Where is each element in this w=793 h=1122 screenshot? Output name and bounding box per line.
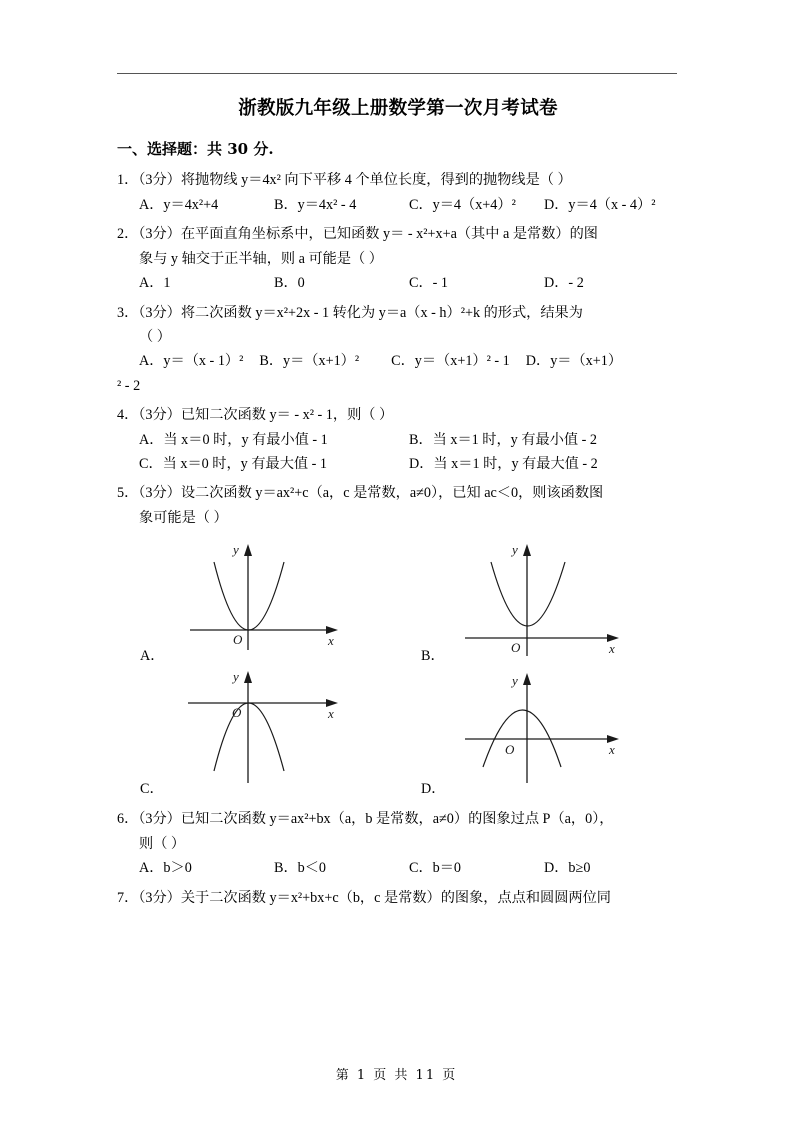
question-4-dot: ． — [124, 407, 139, 424]
question-5-graph-row-1 — [117, 536, 679, 669]
question-2-stem — [117, 222, 679, 246]
question-7-stem — [117, 886, 679, 910]
question-3-dot: ． — [124, 304, 139, 321]
question-5-graphs — [117, 536, 679, 802]
question-4-options-row-2 — [139, 452, 679, 476]
question-4-option-a[interactable]: A．当 x＝0 时，y 有最小值 - 1 — [139, 431, 328, 448]
question-3-number: 3 — [117, 304, 125, 321]
question-5-stem — [117, 481, 679, 505]
question-5-graph-c[interactable] — [117, 669, 398, 802]
question-1-options — [117, 193, 679, 217]
question-2-dot: ． — [124, 226, 139, 243]
y-axis-label: y — [512, 673, 518, 689]
question-4-option-b[interactable]: B．当 x＝1 时，y 有最小值 - 2 — [409, 431, 597, 448]
y-axis-label: y — [233, 542, 239, 558]
question-6-number: 6 — [117, 811, 125, 828]
question-6-dot: ． — [124, 811, 139, 828]
question-5-number: 5 — [117, 485, 125, 502]
question-1-stem — [117, 168, 679, 192]
question-3-option-c[interactable]: C．y＝（x+1）² - 1 — [391, 353, 510, 370]
question-4-points: （3分） — [138, 407, 181, 424]
question-6-stem-cont: 则（ ） — [139, 835, 186, 852]
question-5-stem-cont: 象可能是（ ） — [139, 509, 228, 526]
question-6 — [117, 807, 679, 880]
question-3-points: （3分） — [138, 304, 181, 321]
origin-label: O — [232, 705, 242, 721]
question-4-option-d[interactable]: D．当 x＝1 时，y 有最大值 - 2 — [409, 456, 598, 473]
question-3-option-d[interactable]: D．y＝（x+1） — [525, 353, 623, 370]
question-5-graph-b[interactable] — [398, 536, 679, 669]
question-6-option-c[interactable]: C．b＝0 — [409, 860, 462, 877]
question-6-option-a[interactable]: A．b＞0 — [139, 860, 192, 877]
question-4-options — [117, 428, 679, 477]
question-1-points: （3分） — [138, 172, 181, 189]
x-axis-label: x — [609, 742, 615, 758]
question-2-number: 2 — [117, 226, 125, 243]
question-6-options-row — [139, 856, 679, 880]
header-divider — [117, 73, 677, 74]
question-5-graph-row-2 — [117, 669, 679, 802]
question-4-text: 已知二次函数 y＝ - x² - 1，则（ ） — [180, 407, 394, 424]
question-5-graph-d-label: D． — [421, 780, 446, 797]
question-1-option-d[interactable]: D．y＝4（x - 4）² — [544, 196, 656, 213]
question-3 — [117, 301, 679, 399]
origin-label: O — [511, 640, 521, 656]
question-4-stem — [117, 403, 679, 427]
section-heading: 一、选择题：共 30 分. — [117, 139, 274, 158]
x-axis-label: x — [609, 641, 615, 657]
origin-label: O — [505, 742, 515, 758]
question-2-options-row — [139, 271, 679, 295]
question-6-points: （3分） — [138, 811, 181, 828]
y-axis-label: y — [233, 671, 239, 685]
question-3-option-b[interactable]: B．y＝（x+1）² — [259, 353, 360, 370]
question-2-option-d[interactable]: D．- 2 — [544, 275, 584, 292]
question-7-dot: ． — [124, 889, 139, 906]
question-1-options-row — [139, 193, 679, 217]
question-2-option-b[interactable]: B．0 — [274, 275, 305, 292]
question-5-graph-d[interactable] — [398, 669, 679, 802]
question-3-stem-cont: （ ） — [139, 328, 171, 345]
question-5-graph-b-label: B． — [421, 647, 445, 664]
parabola-down-vertex-above-xaxis-chart — [461, 671, 631, 789]
question-6-option-d[interactable]: D．b≥0 — [544, 860, 591, 877]
question-2-option-c[interactable]: C．- 1 — [409, 275, 449, 292]
parabola-up-vertex-origin-chart — [180, 538, 350, 656]
question-2 — [117, 222, 679, 295]
question-1-text: 将抛物线 y＝4x² 向下平移 4 个单位长度，得到的抛物线是（ ） — [180, 172, 572, 189]
question-5-graph-a[interactable] — [117, 536, 398, 669]
question-2-option-a[interactable]: A．1 — [139, 275, 171, 292]
question-5-text: 设二次函数 y＝ax²+c（a，c 是常数，a≠0），已知 ac＜0，则该函数图 — [180, 485, 604, 502]
question-4 — [117, 403, 679, 476]
question-2-options — [117, 271, 679, 295]
question-5 — [117, 481, 679, 802]
question-7-points: （3分） — [138, 889, 181, 906]
question-5-graph-c-label: C． — [140, 780, 164, 797]
question-7-number: 7 — [117, 889, 125, 906]
x-axis-label: x — [328, 633, 334, 649]
question-7 — [117, 886, 679, 910]
question-6-stem — [117, 807, 679, 831]
page-footer: 第 1 页 共 11 页 — [335, 1068, 458, 1083]
question-3-option-a[interactable]: A．y＝（x - 1）² — [139, 353, 244, 370]
question-3-stem — [117, 301, 679, 325]
question-6-options — [117, 856, 679, 880]
question-3-options-overflow: ² - 2 — [117, 377, 141, 394]
x-axis-label: x — [328, 706, 334, 722]
page-content — [117, 96, 679, 915]
question-1-number: 1 — [117, 172, 125, 189]
question-1-dot: ． — [124, 172, 139, 189]
question-6-option-b[interactable]: B．b＜0 — [274, 860, 327, 877]
question-5-points: （3分） — [138, 485, 181, 502]
question-1 — [117, 168, 679, 217]
question-7-text: 关于二次函数 y＝x²+bx+c（b，c 是常数）的图象，点点和圆圆两位同 — [180, 889, 611, 906]
origin-label: O — [233, 632, 243, 648]
parabola-up-vertex-above-origin-chart — [461, 538, 631, 656]
question-6-text: 已知二次函数 y＝ax²+bx（a，b 是常数，a≠0）的图象过点 P（a，0）， — [180, 811, 614, 828]
question-1-option-b[interactable]: B．y＝4x² - 4 — [274, 196, 357, 213]
question-5-dot: ． — [124, 485, 139, 502]
question-4-number: 4 — [117, 407, 125, 424]
question-4-options-row-1 — [139, 428, 679, 452]
question-2-stem-cont: 象与 y 轴交于正半轴，则 a 可能是（ ） — [139, 250, 383, 267]
parabola-down-vertex-origin-chart — [180, 671, 350, 789]
question-3-options — [117, 349, 679, 373]
page-title: 浙教版九年级上册数学第一次月考试卷 — [238, 98, 558, 119]
question-4-option-c[interactable]: C．当 x＝0 时，y 有最大值 - 1 — [139, 456, 327, 473]
question-2-points: （3分） — [138, 226, 181, 243]
y-axis-label: y — [512, 542, 518, 558]
question-2-text: 在平面直角坐标系中，已知函数 y＝ - x²+x+a（其中 a 是常数）的图 — [180, 226, 598, 243]
question-3-text: 将二次函数 y＝x²+2x - 1 转化为 y＝a（x - h）²+k 的形式，结果为 — [180, 304, 583, 321]
question-5-graph-a-label: A． — [140, 647, 165, 664]
question-1-option-a[interactable]: A．y＝4x²+4 — [139, 196, 219, 213]
question-1-option-c[interactable]: C．y＝4（x+4）² — [409, 196, 516, 213]
